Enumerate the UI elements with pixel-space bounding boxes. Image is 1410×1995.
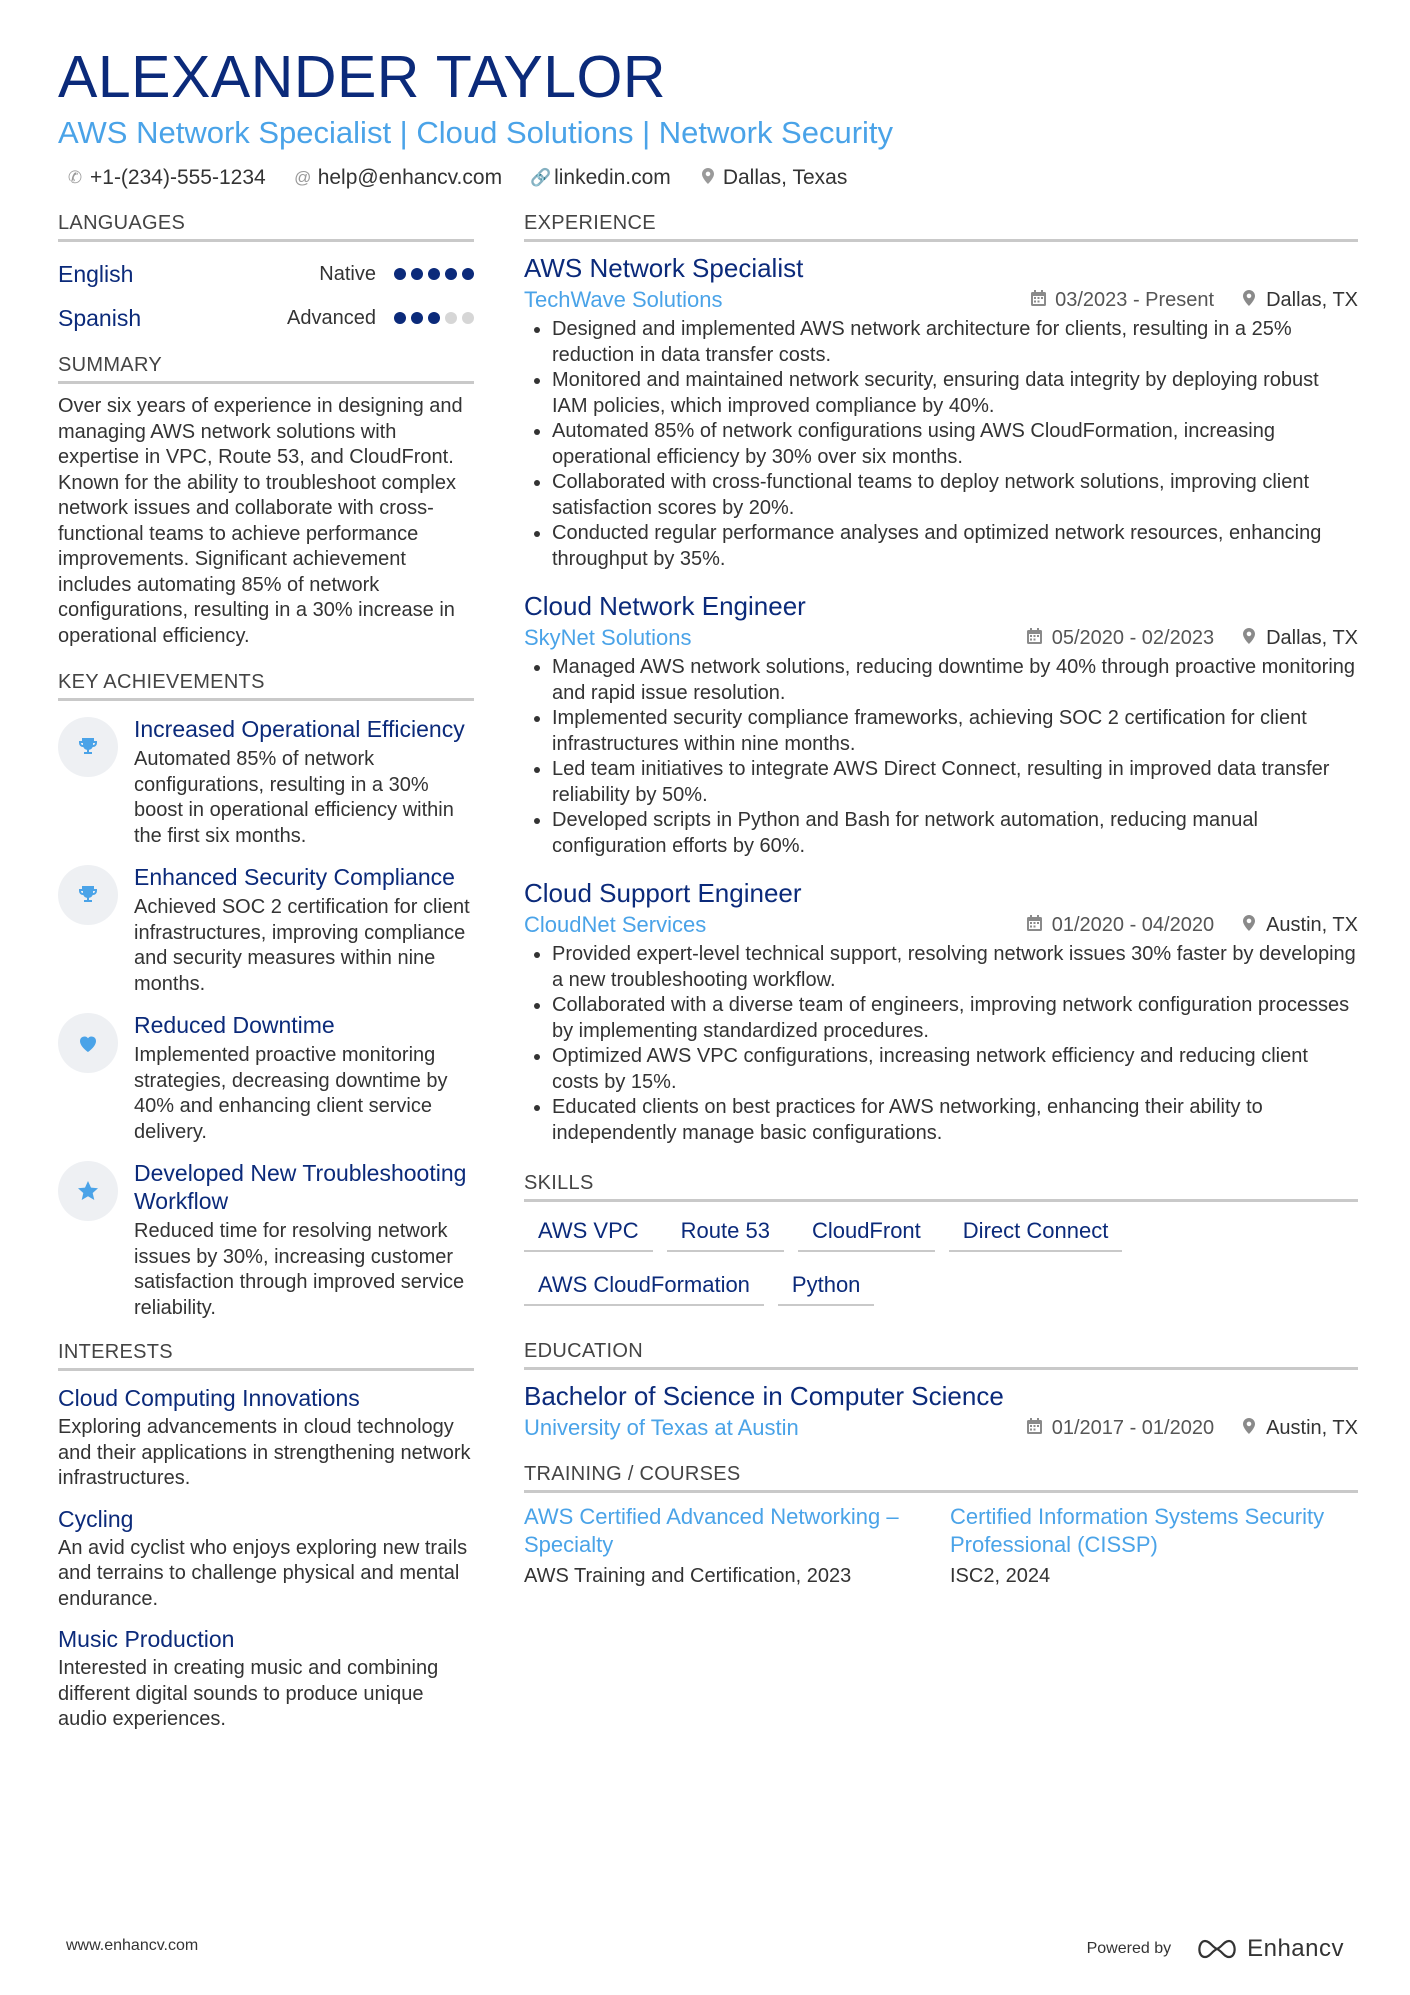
school-name: University of Texas at Austin — [524, 1415, 799, 1440]
summary-text: Over six years of experience in designing and managing AWS network solutions with expertise in VPC, Route 53, and CloudFront. Known for the ability to troubleshoot complex network issues and collaborate with cross-functional teams to achieve performance improvements. Significant achievement includes automating 85% of network configurations, resulting in a 30% increase in operational efficiency. — [58, 395, 463, 647]
achievement-desc: Automated 85% of network configurations, resulting in a 30% boost in operational efficiency within the first six months. — [134, 748, 454, 847]
achievement-desc: Achieved SOC 2 certification for client infrastructures, improving compliance and security measures within nine months. — [134, 896, 470, 995]
language-rating — [394, 268, 474, 280]
contact-linkedin[interactable] — [530, 166, 671, 190]
email-text: help@enhancv.com — [317, 166, 503, 189]
achievement-desc: Reduced time for resolving network issues by 30%, increasing customer satisfaction through improved service reliability. — [134, 1220, 465, 1319]
contact-email[interactable] — [294, 166, 502, 190]
languages-heading: LANGUAGES — [58, 212, 474, 242]
job-bullets — [524, 655, 1358, 859]
job-location — [1240, 627, 1358, 650]
location-pin-icon — [699, 168, 717, 189]
interests-list — [58, 1383, 474, 1733]
education-dates-text: 01/2017 - 01/2020 — [1051, 1416, 1215, 1439]
job-dates-text: 05/2020 - 02/2023 — [1051, 626, 1215, 649]
footer-website-link[interactable]: www.enhancv.com — [66, 1937, 199, 1954]
job-meta-row — [524, 287, 1358, 313]
achievement-title: Reduced Downtime — [134, 1012, 335, 1038]
interest-item — [58, 1624, 474, 1733]
enhancv-logo-icon — [1195, 1938, 1239, 1960]
job-dates — [1026, 627, 1214, 650]
skill-tag: CloudFront — [798, 1212, 935, 1252]
job-bullets — [524, 942, 1358, 1146]
job-entry — [524, 252, 1358, 572]
contact-phone[interactable] — [66, 166, 266, 190]
education-location — [1240, 1417, 1358, 1440]
resume-page — [58, 42, 1358, 1730]
footer-branding — [1087, 1935, 1344, 1963]
enhancv-logo[interactable] — [1195, 1935, 1344, 1963]
job-dates-text: 03/2023 - Present — [1055, 288, 1215, 311]
achievement-title: Developed New Troubleshooting Workflow — [134, 1160, 467, 1214]
language-row — [58, 296, 474, 340]
skill-tag: Direct Connect — [949, 1212, 1123, 1252]
calendar-icon — [1029, 290, 1047, 311]
job-bullet: • Collaborated with cross-functional teams to deploy network solutions, improving client satisfaction scores by 20%. — [552, 470, 1358, 521]
linkedin-text: linkedin.com — [554, 166, 671, 189]
job-dates-text: 01/2020 - 04/2020 — [1051, 913, 1215, 936]
rating-dot — [445, 268, 457, 280]
location-text: Dallas, Texas — [722, 166, 848, 189]
language-level: Native — [319, 262, 376, 285]
rating-dot — [462, 268, 474, 280]
location-pin-icon — [1240, 915, 1258, 936]
job-bullet: • Designed and implemented AWS network architecture for clients, resulting in a 25% reduction in data transfer costs. — [552, 317, 1358, 368]
achievement-item — [58, 1159, 474, 1321]
job-bullet: • Conducted regular performance analyses and optimized network resources, enhancing throughput by 35%. — [552, 521, 1358, 572]
rating-dot — [428, 312, 440, 324]
language-row — [58, 252, 474, 296]
company-name: CloudNet Services — [524, 912, 707, 937]
phone-text: +1-(234)-555-1234 — [90, 166, 266, 189]
experience-heading: EXPERIENCE — [524, 212, 1358, 242]
job-location — [1240, 289, 1358, 312]
job-bullet: • Automated 85% of network configurations using AWS CloudFormation, increasing operational efficiency by 30% over six months. — [552, 419, 1358, 470]
achievement-title: Enhanced Security Compliance — [134, 864, 455, 890]
footer — [66, 1935, 1344, 1965]
skill-tag: AWS CloudFormation — [524, 1266, 764, 1306]
trophy-icon — [58, 865, 118, 925]
interest-desc: Exploring advancements in cloud technology and their applications in strengthening network infrastructures. — [58, 1416, 471, 1489]
job-title: Cloud Network Engineer — [524, 591, 806, 621]
rating-dot — [411, 268, 423, 280]
headline: AWS Network Specialist | Cloud Solutions | Network Security — [58, 115, 894, 150]
location-pin-icon — [1240, 290, 1258, 311]
star-icon — [58, 1161, 118, 1221]
skills-list — [524, 1212, 1358, 1306]
achievement-item — [58, 1011, 474, 1145]
language-name: English — [58, 260, 134, 287]
achievements-heading: KEY ACHIEVEMENTS — [58, 671, 474, 701]
job-bullet: • Provided expert-level technical support, resolving network issues 30% faster by developing a new troubleshooting workflow. — [552, 942, 1358, 993]
training-item — [524, 1503, 914, 1588]
job-entry — [524, 590, 1358, 859]
job-title: Cloud Support Engineer — [524, 878, 802, 908]
achievement-title: Increased Operational Efficiency — [134, 716, 465, 742]
job-bullet: • Monitored and maintained network security, ensuring data integrity by deploying robust IAM policies, which improved compliance by 40%. — [552, 368, 1358, 419]
job-title: AWS Network Specialist — [524, 253, 804, 283]
job-bullets — [524, 317, 1358, 572]
language-level: Advanced — [287, 306, 376, 329]
skill-tag: AWS VPC — [524, 1212, 653, 1252]
contact-bar — [58, 166, 1358, 190]
calendar-icon — [1026, 1418, 1044, 1439]
training-desc: AWS Training and Certification, 2023 — [524, 1565, 852, 1587]
training-item — [950, 1503, 1340, 1588]
job-bullet: • Led team initiatives to integrate AWS Direct Connect, resulting in improved data transfer reliability by 50%. — [552, 757, 1358, 808]
interest-desc: An avid cyclist who enjoys exploring new trails and terrains to challenge physical and mental endurance. — [58, 1536, 468, 1610]
training-desc: ISC2, 2024 — [950, 1565, 1051, 1587]
experience-list — [524, 252, 1358, 1146]
rating-dot — [445, 312, 457, 324]
achievement-body — [134, 715, 474, 849]
interest-item — [58, 1504, 474, 1613]
job-entry — [524, 877, 1358, 1146]
right-column — [524, 212, 1358, 1588]
education-dates — [1026, 1417, 1214, 1440]
job-bullet: • Collaborated with a diverse team of engineers, improving network configuration processes by implementing standardized procedures. — [552, 993, 1358, 1044]
powered-by-text: Powered by — [1086, 1940, 1172, 1957]
degree-title: Bachelor of Science in Computer Science — [524, 1381, 1004, 1411]
job-bullet: • Managed AWS network solutions, reducing downtime by 40% through proactive monitoring and rapid issue resolution. — [552, 655, 1358, 706]
brand-name: Enhancv — [1247, 1935, 1344, 1962]
summary-heading: SUMMARY — [58, 354, 474, 384]
job-meta-row — [524, 912, 1358, 938]
rating-dot — [428, 268, 440, 280]
interest-title: Cycling — [58, 1505, 134, 1532]
interest-desc: Interested in creating music and combining different digital sounds to produce unique audio experiences. — [58, 1657, 439, 1730]
achievements-list — [58, 715, 474, 1321]
trophy-icon — [58, 717, 118, 777]
achievement-body — [134, 863, 474, 997]
training-list — [524, 1503, 1358, 1588]
job-meta-row — [524, 625, 1358, 651]
job-dates — [1029, 289, 1214, 312]
company-name: TechWave Solutions — [524, 287, 723, 312]
job-dates — [1026, 914, 1214, 937]
rating-dot — [394, 268, 406, 280]
job-bullet: • Optimized AWS VPC configurations, increasing network efficiency and reducing client costs by 15%. — [552, 1044, 1358, 1095]
education-heading: EDUCATION — [524, 1340, 1358, 1370]
achievement-desc: Implemented proactive monitoring strategies, decreasing downtime by 40% and enhancing client service delivery. — [134, 1044, 448, 1143]
language-rating — [394, 312, 474, 324]
training-title: Certified Information Systems Security Professional (CISSP) — [950, 1504, 1325, 1557]
skill-tag: Python — [778, 1266, 875, 1306]
contact-location — [699, 166, 848, 190]
company-name: SkyNet Solutions — [524, 625, 692, 650]
education-location-text: Austin, TX — [1266, 1416, 1358, 1439]
achievement-body — [134, 1011, 474, 1145]
candidate-name: ALEXANDER TAYLOR — [58, 44, 667, 110]
link-icon: 🔗 — [530, 168, 552, 187]
languages-list — [58, 252, 474, 340]
location-pin-icon — [1240, 1418, 1258, 1439]
job-bullet: • Educated clients on best practices for AWS networking, enhancing their ability to independently manage basic configurations. — [552, 1095, 1358, 1146]
language-name: Spanish — [58, 304, 142, 331]
phone-icon: ✆ — [67, 168, 83, 187]
rating-dot — [394, 312, 406, 324]
rating-dot — [462, 312, 474, 324]
job-location — [1240, 914, 1358, 937]
at-icon: @ — [294, 168, 312, 187]
rating-dot — [411, 312, 423, 324]
skills-heading: SKILLS — [524, 1172, 1358, 1202]
job-location-text: Dallas, TX — [1266, 626, 1358, 649]
interests-heading: INTERESTS — [58, 1341, 474, 1371]
interest-title: Cloud Computing Innovations — [58, 1385, 360, 1411]
job-location-text: Austin, TX — [1266, 913, 1358, 936]
achievement-body — [134, 1159, 474, 1321]
left-column — [58, 212, 474, 1733]
calendar-icon — [1026, 628, 1044, 649]
achievement-item — [58, 715, 474, 849]
job-bullet: • Implemented security compliance frameworks, achieving SOC 2 certification for client infrastructures within nine months. — [552, 706, 1358, 757]
education-entry — [524, 1380, 1358, 1441]
skill-tag: Route 53 — [667, 1212, 784, 1252]
calendar-icon — [1026, 915, 1044, 936]
heart-icon — [58, 1013, 118, 1073]
job-location-text: Dallas, TX — [1266, 288, 1358, 311]
job-bullet: • Developed scripts in Python and Bash for network automation, reducing manual configuration efforts by 60%. — [552, 808, 1358, 859]
location-pin-icon — [1240, 628, 1258, 649]
achievement-item — [58, 863, 474, 997]
training-heading: TRAINING / COURSES — [524, 1463, 1358, 1493]
interest-title: Music Production — [58, 1626, 235, 1652]
training-title: AWS Certified Advanced Networking – Specialty — [524, 1504, 899, 1557]
interest-item — [58, 1383, 474, 1492]
